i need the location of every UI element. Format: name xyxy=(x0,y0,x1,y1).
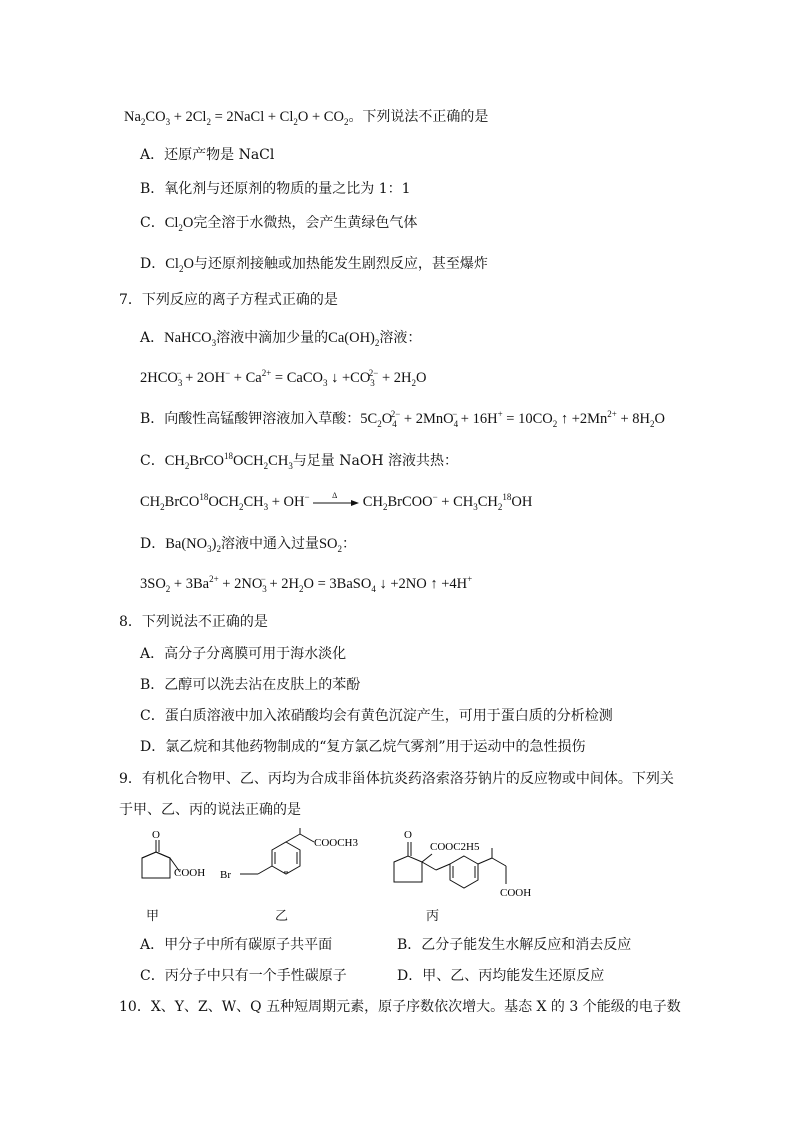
molecule-bing xyxy=(384,822,554,907)
molecule-bing-label: 丙 xyxy=(426,909,440,924)
q10-stem: 10．X、Y、Z、W、Q 五种短周期元素，原子序数依次增大。基态 X 的 3 个能级的电子数 xyxy=(119,999,681,1015)
q9-option-c: C．丙分子中只有一个手性碳原子 xyxy=(140,968,347,984)
heat-arrow: Δ xyxy=(313,497,359,509)
q7-stem: 7．下列反应的离子方程式正确的是 xyxy=(119,292,338,308)
q9-stem-line2: 于甲、乙、丙的说法正确的是 xyxy=(119,802,301,818)
molecule-yi xyxy=(218,828,378,898)
q6-option-b: B．氧化剂与还原剂的物质的量之比为 1：1 xyxy=(140,181,411,197)
q7-d-equation: $3SO_2 + 3Ba^{2+} + 2NO_3^- + 2H_2O$ = 3BaSO$_4$ ↓ +2NO ↑ +4H+ xyxy=(140,574,473,594)
q9-option-b: B．乙分子能发生水解反应和消去反应 xyxy=(397,937,632,953)
mol-bing-cooh: COOH xyxy=(500,887,532,899)
molecule-jia-label: 甲 xyxy=(146,909,160,924)
q8-option-d: D．氯乙烷和其他药物制成的“复方氯乙烷气雾剂”用于运动中的急性损伤 xyxy=(140,739,586,755)
mol-yi-cooch3: COOCH3 xyxy=(314,837,359,849)
q6-equation-line xyxy=(124,108,488,126)
q7-option-b: B．向酸性高锰酸钾溶液加入草酸：$5C_2O_4^{2-} + 2MnO_4^- + 16H^+ = 10CO_2$ ↑ $+2Mn^{2+} + 8H_2O$ xyxy=(140,409,666,429)
q7-option-d: D．$Ba(NO_3)_2$溶液中通入过量$SO_2$： xyxy=(140,536,357,554)
mol-jia-cooh: COOH xyxy=(174,867,206,879)
molecule-jia xyxy=(130,822,210,902)
q7-c-equation: $CH_2BrCO^{18}OCH_2CH_3 + OH^-$ Δ $CH_2BrCOO^- + CH_3CH_2^{18}OH$ xyxy=(140,490,533,512)
q6-option-a: A．还原产物是 NaCl xyxy=(140,147,275,163)
mol-bing-oxygen: O xyxy=(404,829,412,841)
q9-option-a: A．甲分子中所有碳原子共平面 xyxy=(140,937,333,953)
molecule-yi-label: 乙 xyxy=(275,909,289,924)
q9-stem-line1: 9．有机化合物甲、乙、丙均为合成非甾体抗炎药洛索洛芬钠片的反应物或中间体。下列关 xyxy=(119,771,674,787)
q8-option-b: B．乙醇可以洗去沾在皮肤上的苯酚 xyxy=(140,677,361,693)
q7-a-equation: $2HCO_3^- + 2OH^- + Ca^{2+}$ = CaCO$_3$ ↓ $+CO_3^{2-} + 2H_2O$ xyxy=(140,368,427,388)
q6-stem-tail: 。下列说法不正确的是 xyxy=(348,109,489,125)
q9-option-d: D．甲、乙、丙均能发生还原反应 xyxy=(397,968,605,984)
mol-bing-cooc2h5: COOC2H5 xyxy=(430,841,480,853)
q8-option-c: C．蛋白质溶液中加入浓硝酸均会有黄色沉淀产生，可用于蛋白质的分析检测 xyxy=(140,708,613,724)
q8-stem: 8．下列说法不正确的是 xyxy=(119,614,268,630)
q6-option-c: C．$Cl_2O$完全溶于水微热，会产生黄绿色气体 xyxy=(140,215,418,233)
q7-option-a: A．NaHCO$_3$溶液中滴加少量的$Ca(OH)_2$溶液： xyxy=(140,330,422,348)
q6-equation: $Na_2CO_3 + 2Cl_2$ = 2NaCl + $Cl_2O + CO_2$ xyxy=(124,109,349,127)
q7-option-c: C．$CH_2BrCO^{18}OCH_2CH_3$与足量 NaOH 溶液共热： xyxy=(140,451,458,471)
q8-option-a: A．高分子分离膜可用于海水淡化 xyxy=(140,646,347,662)
mol-jia-oxygen: O xyxy=(152,829,160,841)
mol-yi-bromine: Br xyxy=(220,869,231,881)
q6-option-d: D．$Cl_2O$与还原剂接触或加热能发生剧烈反应，甚至爆炸 xyxy=(140,256,488,274)
